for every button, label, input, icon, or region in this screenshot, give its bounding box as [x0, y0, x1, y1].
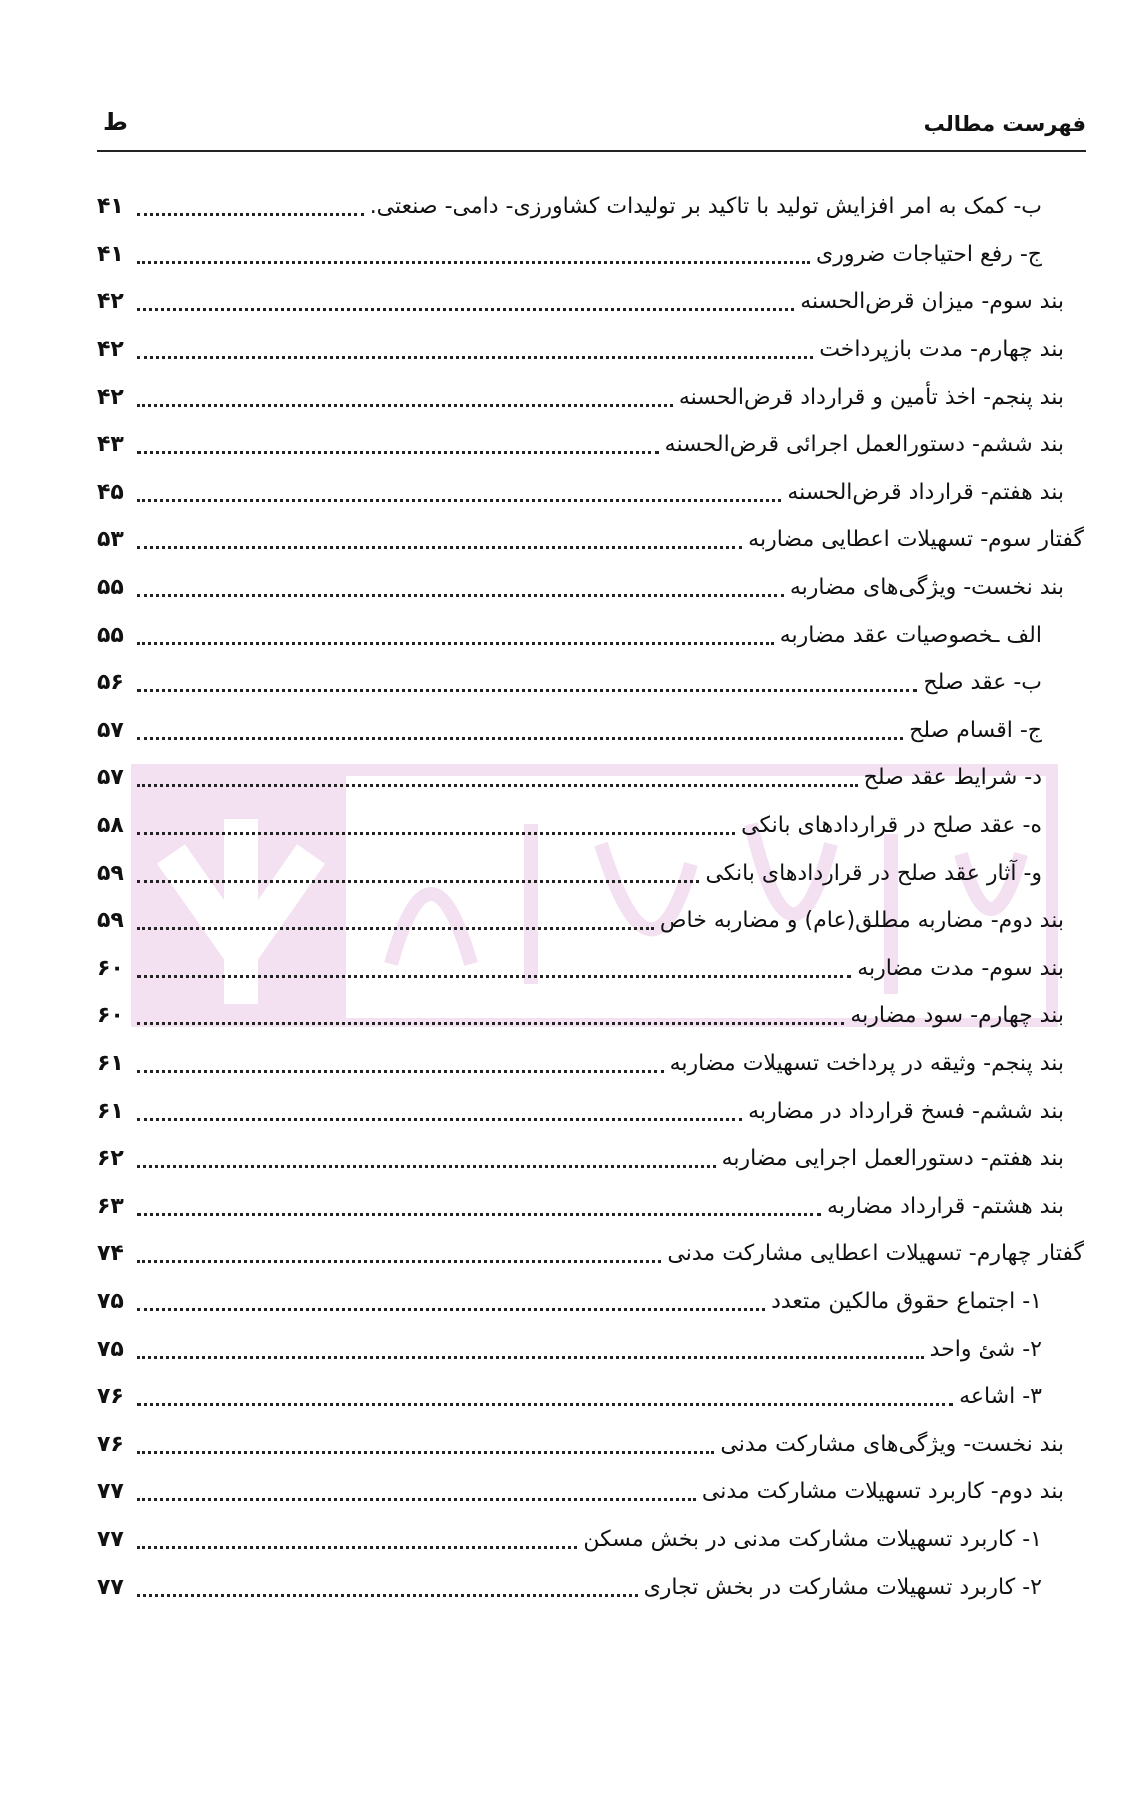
toc-entry-title: گفتار سوم- تسهیلات اعطایی مضاربه — [748, 527, 1084, 553]
toc-entry-title: ب- عقد صلح — [923, 670, 1042, 696]
toc-entry-title: ج- رفع احتیاجات ضروری — [816, 241, 1042, 267]
toc-entry — [97, 278, 1086, 326]
toc-entry — [97, 421, 1086, 469]
toc-entry — [97, 611, 1086, 659]
toc-entry-title: ب- کمک به امر افزایش تولید با تاکید بر تولیدات کشاورزی- دامی- صنعتی. — [369, 194, 1042, 220]
toc-entry — [97, 1278, 1086, 1326]
toc-entry-title: بند چهارم- مدت بازپرداخت — [819, 337, 1064, 363]
leader-dots — [137, 1340, 924, 1359]
toc-entry-page: ۷۷ — [97, 1479, 124, 1505]
running-title: فهرست مطالب — [923, 112, 1086, 136]
toc-entry-title: ۲- شئ واحد — [929, 1336, 1042, 1362]
toc-entry-title: ه- عقد صلح در قراردادهای بانکی — [741, 813, 1042, 839]
toc-entry — [97, 945, 1086, 993]
toc-entry-page: ۵۸ — [97, 813, 124, 839]
leader-dots — [137, 959, 851, 978]
leader-dots — [137, 1149, 716, 1168]
toc-entry-title: بند دوم- کاربرد تسهیلات مشارکت مدنی — [701, 1479, 1064, 1505]
toc-entry-page: ۴۲ — [97, 337, 124, 363]
toc-entry-page: ۷۶ — [97, 1384, 124, 1410]
leader-dots — [137, 1102, 742, 1121]
toc-entry-title: ج- اقسام صلح — [909, 717, 1042, 743]
toc-entry-title: بند پنجم- وثیقه در پرداخت تسهیلات مضاربه — [669, 1050, 1064, 1076]
page-number-letter: ط — [103, 108, 128, 136]
toc-entry-page: ۴۱ — [97, 241, 124, 267]
toc-entry-page: ۴۳ — [97, 432, 124, 458]
toc-entry-title: بند پنجم- اخذ تأمین و قرارداد قرض‌الحسنه — [678, 384, 1064, 410]
toc-entry — [97, 897, 1086, 945]
leader-dots — [137, 1578, 638, 1597]
toc-entry — [97, 231, 1086, 279]
toc-entry-page: ۴۱ — [97, 194, 124, 220]
table-of-contents — [97, 183, 1086, 1611]
leader-dots — [137, 1292, 765, 1311]
toc-entry — [97, 1135, 1086, 1183]
toc-entry-page: ۷۵ — [97, 1288, 124, 1314]
toc-entry-page: ۴۲ — [97, 384, 124, 410]
leader-dots — [137, 721, 903, 740]
toc-entry-page: ۵۵ — [97, 575, 124, 601]
leader-dots — [137, 1244, 661, 1263]
toc-entry — [97, 1468, 1086, 1516]
toc-entry — [97, 564, 1086, 612]
toc-entry — [97, 849, 1086, 897]
toc-entry — [97, 1325, 1086, 1373]
toc-entry — [97, 754, 1086, 802]
toc-entry — [97, 1040, 1086, 1088]
toc-entry-page: ۶۲ — [97, 1146, 124, 1172]
leader-dots — [137, 340, 813, 359]
toc-entry-page: ۷۷ — [97, 1574, 124, 1600]
toc-entry-title: بند چهارم- سود مضاربه — [850, 1003, 1064, 1029]
toc-entry-page: ۶۳ — [97, 1193, 124, 1219]
toc-entry — [97, 1563, 1086, 1611]
leader-dots — [137, 1006, 844, 1025]
toc-entry-title: بند نخست- ویژگی‌های مضاربه — [789, 575, 1064, 601]
leader-dots — [137, 245, 810, 264]
toc-entry-page: ۷۷ — [97, 1526, 124, 1552]
toc-entry-page: ۵۹ — [97, 908, 124, 934]
leader-dots — [137, 578, 784, 597]
toc-entry — [97, 1087, 1086, 1135]
toc-entry — [97, 707, 1086, 755]
toc-entry-title: ۲- کاربرد تسهیلات مشارکت در بخش تجاری — [643, 1574, 1042, 1600]
leader-dots — [137, 388, 673, 407]
toc-entry-page: ۶۱ — [97, 1050, 124, 1076]
leader-dots — [137, 197, 364, 216]
toc-entry — [97, 1516, 1086, 1564]
toc-entry-title: بند ششم- فسخ قرارداد در مضاربه — [748, 1098, 1064, 1124]
leader-dots — [137, 530, 742, 549]
toc-entry-page: ۵۹ — [97, 860, 124, 886]
toc-entry-page: ۴۵ — [97, 479, 124, 505]
toc-entry-page: ۷۶ — [97, 1431, 124, 1457]
toc-entry-page: ۶۰ — [97, 955, 124, 981]
toc-entry — [97, 1230, 1086, 1278]
toc-entry-page: ۶۰ — [97, 1003, 124, 1029]
toc-entry-title: بند سوم- میزان قرض‌الحسنه — [800, 289, 1064, 315]
toc-entry — [97, 1373, 1086, 1421]
header-rule — [97, 150, 1086, 152]
toc-entry-title: بند نخست- ویژگی‌های مشارکت مدنی — [720, 1431, 1064, 1457]
toc-entry-title: د- شرایط عقد صلح — [863, 765, 1042, 791]
toc-entry-title: ۱- اجتماع حقوق مالکین متعدد — [771, 1288, 1042, 1314]
leader-dots — [137, 816, 735, 835]
leader-dots — [137, 292, 794, 311]
toc-entry-title: بند هشتم- قرارداد مضاربه — [827, 1193, 1064, 1219]
toc-entry-page: ۵۳ — [97, 527, 124, 553]
toc-entry-title: بند دوم- مضاربه مطلق(عام) و مضاربه خاص — [659, 908, 1064, 934]
leader-dots — [137, 768, 858, 787]
toc-entry-page: ۵۷ — [97, 717, 124, 743]
toc-entry-title: بند ششم- دستورالعمل اجرائی قرض‌الحسنه — [664, 432, 1064, 458]
toc-entry — [97, 1182, 1086, 1230]
leader-dots — [137, 483, 781, 502]
toc-entry-page: ۶۱ — [97, 1098, 124, 1124]
toc-entry-title: ۱- کاربرد تسهیلات مشارکت مدنی در بخش مسکن — [583, 1526, 1042, 1552]
toc-entry — [97, 992, 1086, 1040]
toc-entry — [97, 373, 1086, 421]
toc-entry — [97, 326, 1086, 374]
toc-entry-title: الف ـخصوصیات عقد مضاربه — [779, 622, 1042, 648]
page-header — [97, 108, 1086, 148]
leader-dots — [137, 1387, 953, 1406]
toc-entry-page: ۵۷ — [97, 765, 124, 791]
toc-entry-page: ۵۶ — [97, 670, 124, 696]
leader-dots — [137, 864, 699, 883]
leader-dots — [137, 435, 659, 454]
leader-dots — [137, 626, 774, 645]
toc-entry — [97, 659, 1086, 707]
toc-entry-title: بند سوم- مدت مضاربه — [857, 955, 1064, 981]
toc-entry-title: بند هفتم- قرارداد قرض‌الحسنه — [787, 479, 1064, 505]
leader-dots — [137, 1482, 696, 1501]
leader-dots — [137, 1435, 714, 1454]
toc-entry — [97, 802, 1086, 850]
toc-entry-title: بند هفتم- دستورالعمل اجرایی مضاربه — [721, 1146, 1064, 1172]
toc-entry-page: ۵۵ — [97, 622, 124, 648]
toc-entry-page: ۷۵ — [97, 1336, 124, 1362]
toc-entry — [97, 516, 1086, 564]
toc-entry — [97, 469, 1086, 517]
toc-entry-title: و- آثار عقد صلح در قراردادهای بانکی — [705, 860, 1042, 886]
toc-entry-page: ۷۴ — [97, 1241, 124, 1267]
toc-entry-title: گفتار چهارم- تسهیلات اعطایی مشارکت مدنی — [667, 1241, 1084, 1267]
toc-entry — [97, 183, 1086, 231]
leader-dots — [137, 911, 654, 930]
leader-dots — [137, 1054, 664, 1073]
leader-dots — [137, 1530, 577, 1549]
leader-dots — [137, 673, 917, 692]
toc-entry-title: ۳- اشاعه — [959, 1384, 1042, 1410]
toc-entry-page: ۴۲ — [97, 289, 124, 315]
leader-dots — [137, 1197, 821, 1216]
toc-entry — [97, 1420, 1086, 1468]
